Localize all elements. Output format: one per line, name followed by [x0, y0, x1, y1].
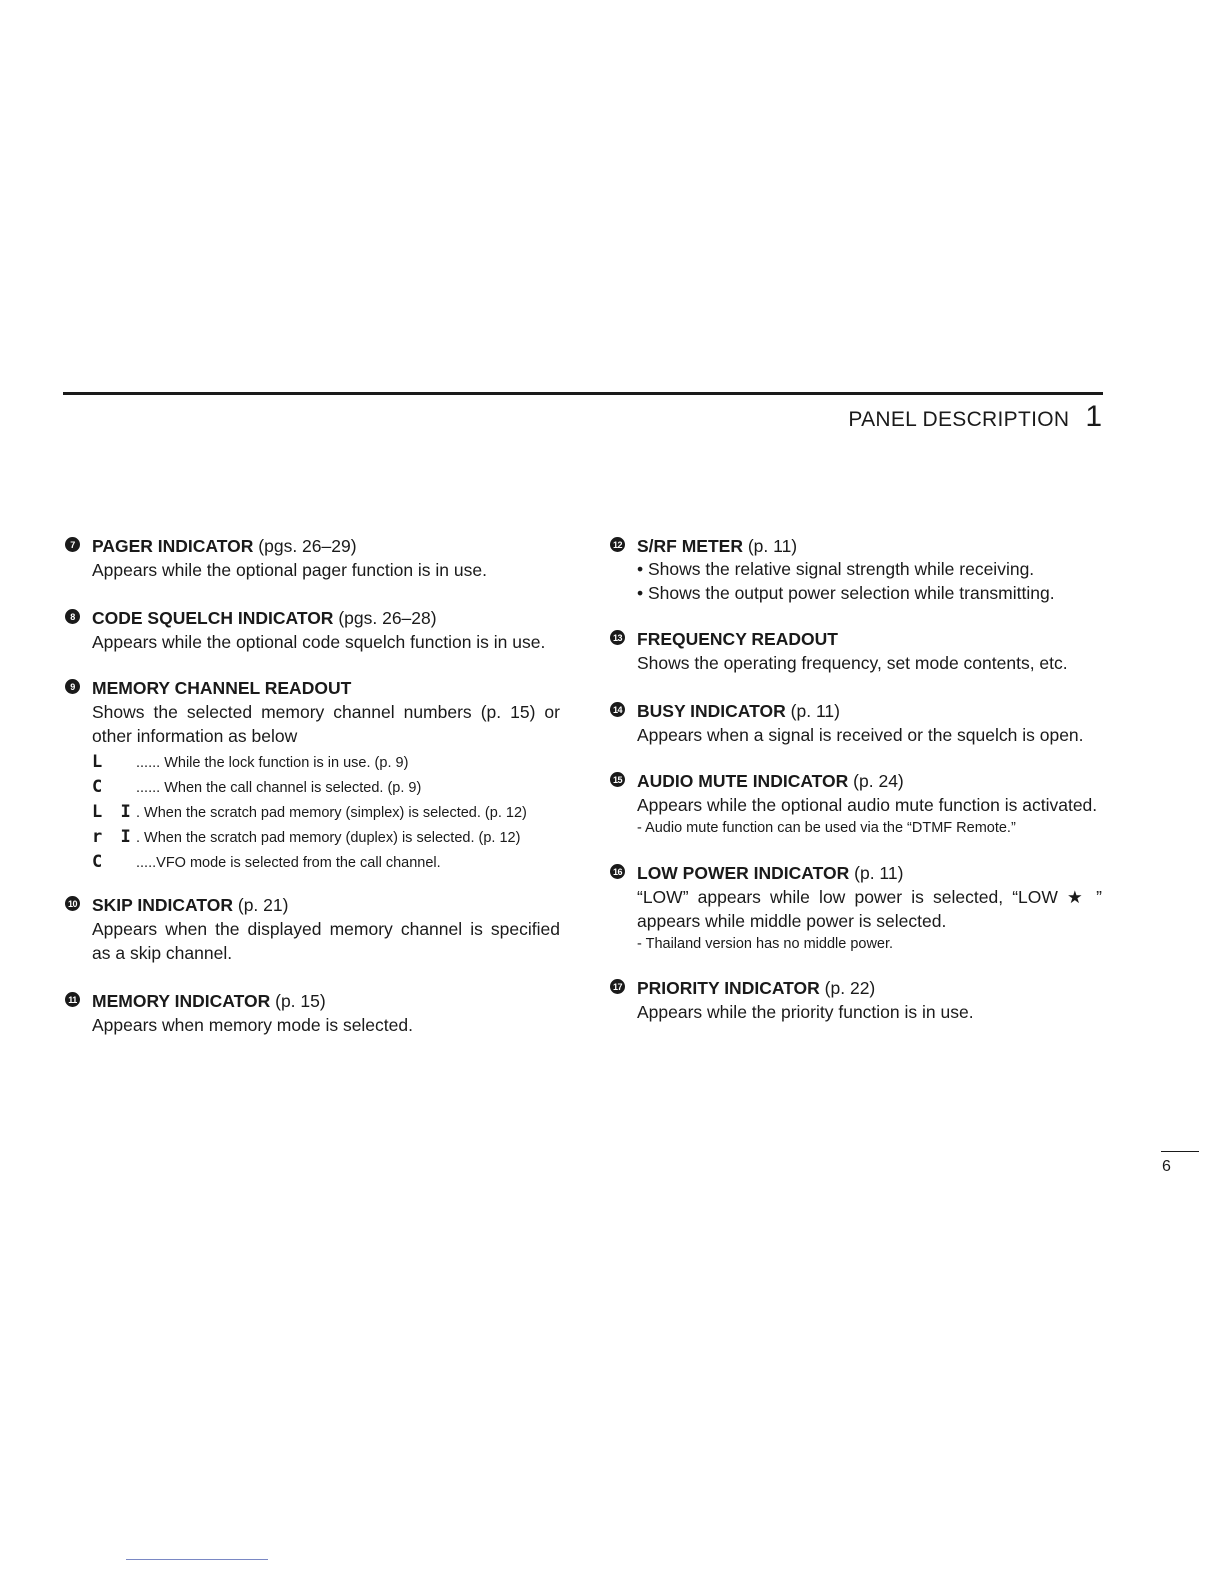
- item-description: Appears when a signal is received or the squelch is open.: [637, 725, 1084, 745]
- scratch-pad-duplex-symbol-icon: r I: [92, 827, 135, 847]
- section-number: 1: [1085, 400, 1102, 433]
- item-title: LOW POWER INDICATOR: [637, 863, 850, 883]
- item-title: MEMORY INDICATOR: [92, 991, 271, 1011]
- item-note: - Thailand version has no middle power.: [637, 936, 894, 952]
- item-priority-indicator: [610, 976, 1102, 1024]
- left-column: [65, 534, 560, 1060]
- item-title: PAGER INDICATOR: [92, 536, 254, 556]
- item-description: “LOW” appears while low power is selected, “LOW ★ ” appears while middle power is selected.: [637, 887, 1102, 931]
- vfo-symbol-icon: C: [92, 852, 107, 872]
- item-page-ref: (p. 15): [275, 991, 326, 1011]
- item-audio-mute-indicator: [610, 769, 1102, 840]
- readout-symbol-desc: . When the scratch pad memory (duplex) is selected. (p. 12): [136, 830, 521, 846]
- item-description: Appears while the priority function is in use.: [637, 1002, 974, 1022]
- item-number-badge: 9: [65, 679, 80, 694]
- item-number-badge: 16: [610, 864, 625, 879]
- item-page-ref: (pgs. 26–28): [338, 608, 437, 628]
- item-page-ref: (p. 22): [824, 978, 876, 998]
- scratch-pad-simplex-symbol-icon: L I: [92, 802, 135, 822]
- item-page-ref: (p. 11): [854, 863, 904, 883]
- item-page-ref: (p. 11): [747, 536, 798, 556]
- item-low-power-indicator: [610, 861, 1102, 956]
- lock-symbol-icon: L: [92, 752, 107, 772]
- item-page-ref: (p. 24): [853, 771, 904, 791]
- readout-symbol-row: [92, 753, 560, 773]
- section-header: [848, 400, 1102, 434]
- item-number-badge: 10: [65, 896, 80, 911]
- item-title: AUDIO MUTE INDICATOR: [637, 771, 849, 791]
- item-description: Shows the selected memory channel numbers (p. 15) or other information as below: [92, 702, 560, 746]
- item-title: MEMORY CHANNEL READOUT: [92, 678, 352, 698]
- right-column: [610, 534, 1102, 1047]
- item-memory-indicator: [65, 989, 560, 1037]
- item-frequency-readout: [610, 627, 1102, 675]
- item-title: SKIP INDICATOR: [92, 895, 233, 915]
- item-busy-indicator: [610, 699, 1102, 747]
- item-description: Appears while the optional code squelch function is in use.: [92, 632, 546, 652]
- item-description: Appears when memory mode is selected.: [92, 1015, 413, 1035]
- section-title: PANEL DESCRIPTION: [848, 408, 1070, 431]
- item-number-badge: 14: [610, 702, 625, 717]
- item-memory-channel-readout: [65, 676, 560, 873]
- item-title: BUSY INDICATOR: [637, 701, 786, 721]
- readout-symbol-desc: . When the scratch pad memory (simplex) is selected. (p. 12): [136, 805, 527, 821]
- footer-link-rule: [126, 1559, 268, 1560]
- item-number-badge: 11: [65, 992, 80, 1007]
- readout-symbol-desc: ...... While the lock function is in use. (p. 9): [136, 755, 409, 771]
- readout-symbol-row: [92, 828, 560, 848]
- bullet-item: • Shows the output power selection while transmitting.: [637, 582, 1055, 603]
- bullet-item: • Shows the relative signal strength while receiving.: [637, 559, 1035, 579]
- item-title: PRIORITY INDICATOR: [637, 978, 820, 998]
- page-number: 6: [1162, 1158, 1171, 1175]
- item-pager-indicator: [65, 534, 560, 582]
- item-page-ref: (p. 11): [790, 701, 840, 721]
- item-number-badge: 15: [610, 772, 625, 787]
- item-description: Shows the operating frequency, set mode contents, etc.: [637, 653, 1068, 673]
- item-description: Appears while the optional pager function is in use.: [92, 560, 487, 580]
- item-number-badge: 17: [610, 979, 625, 994]
- item-s-rf-meter: [610, 534, 1102, 605]
- item-title: CODE SQUELCH INDICATOR: [92, 608, 334, 628]
- item-number-badge: 8: [65, 609, 80, 624]
- item-title: FREQUENCY READOUT: [637, 629, 838, 649]
- item-number-badge: 12: [610, 537, 625, 552]
- item-title: S/RF METER: [637, 536, 743, 556]
- readout-symbol-row: [92, 853, 560, 873]
- readout-symbol-desc: .....VFO mode is selected from the call channel.: [136, 855, 441, 871]
- item-skip-indicator: [65, 893, 560, 965]
- readout-symbol-row: [92, 778, 560, 798]
- item-number-badge: 13: [610, 630, 625, 645]
- header-rule: [63, 392, 1103, 395]
- item-page-ref: (p. 21): [237, 895, 289, 915]
- item-code-squelch-indicator: [65, 606, 560, 654]
- item-note: - Audio mute function can be used via the “DTMF Remote.”: [637, 820, 1016, 836]
- item-description: Appears while the optional audio mute function is activated.: [637, 795, 1098, 815]
- item-description: Appears when the displayed memory channel is specified as a skip channel.: [92, 919, 560, 963]
- item-number-badge: 7: [65, 537, 80, 552]
- call-channel-symbol-icon: C: [92, 777, 107, 797]
- item-page-ref: (pgs. 26–29): [258, 536, 357, 556]
- readout-symbol-desc: ...... When the call channel is selected. (p. 9): [136, 780, 422, 796]
- page-number-rule: [1161, 1151, 1199, 1152]
- readout-symbol-row: [92, 803, 560, 823]
